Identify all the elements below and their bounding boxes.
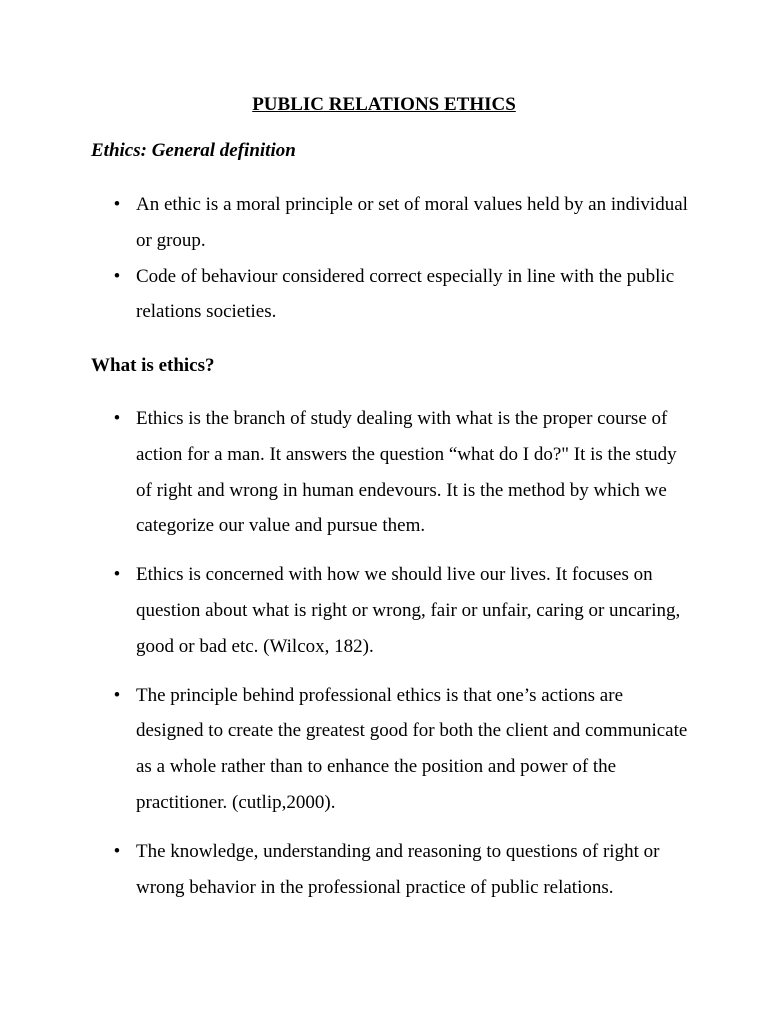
bullet-icon: • [113,840,121,862]
list-item [0,187,768,259]
bullet-text: Ethics is the branch of study dealing with what is the proper course of action for a man. It answers the question “what do I do?" It is the study of right and wrong in human endevours. It is the method by which we categorize our value and pursue them. [136,408,677,537]
bullet-icon: • [113,564,121,586]
bullet-text: An ethic is a moral principle or set of moral values held by an individual or group. [136,194,688,251]
bullet-icon: • [113,408,121,429]
list-item [0,834,768,906]
bullet-list-general-definition [0,187,768,330]
list-item [0,678,768,821]
section-heading-what-is-ethics: What is ethics? [91,355,215,376]
document-title: PUBLIC RELATIONS ETHICS [252,94,516,115]
section-heading-general-definition: Ethics: General definition [91,140,296,161]
list-item [0,259,768,331]
bullet-icon: • [113,265,121,287]
bullet-list-what-is-ethics [0,401,768,905]
list-item [0,557,768,664]
bullet-icon: • [113,684,121,706]
list-item [0,401,768,544]
bullet-text: Code of behaviour considered correct especially in line with the public relations societies. [136,265,675,323]
bullet-icon: • [113,194,121,215]
bullet-text: Ethics is concerned with how we should live our lives. It focuses on question about what is right or wrong, fair or unfair, caring or uncaring, good or bad etc. (Wilcox, 182). [136,564,681,657]
bullet-text: The knowledge, understanding and reasoning to questions of right or wrong behavior in the professional practice of public relations. [136,840,660,898]
bullet-text: The principle behind professional ethics is that one’s actions are designed to create the greatest good for both the client and communicate as a whole rather than to enhance the position and power of the practitioner. (cutlip,2000). [136,684,688,813]
